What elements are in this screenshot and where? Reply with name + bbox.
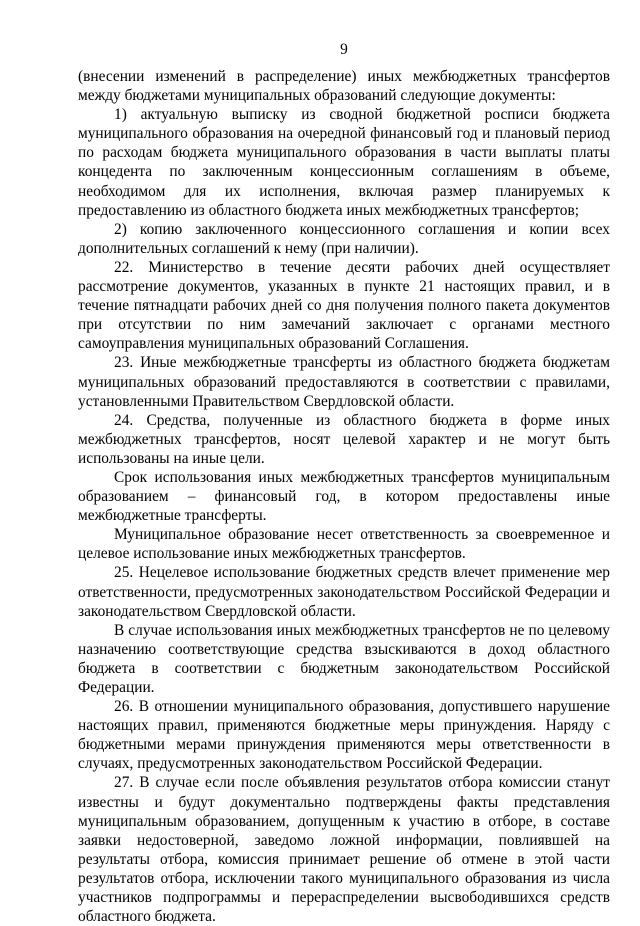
paragraph-23: 23. Иные межбюджетные трансферты из областного бюджета бюджетам муниципальных образований предоставляются в соответствии с правилами, установленными Правительством Свердловской области. [78,354,610,410]
paragraph-22: 22. Министерство в течение десяти рабочих дней осуществляет рассмотрение документов, указанных в пункте 21 настоящих правил, и в течение пятнадцати рабочих дней со дня получения полного пакета документов при отсутствии по ним замечаний заключает с органами местного самоуправления муниципальных образований Соглашения. [78,258,610,353]
paragraph-continuation: (внесении изменений в распределение) иных межбюджетных трансфертов между бюджетами муниципальных образований следующие документы: [78,68,610,105]
paragraph-25: 25. Нецелевое использование бюджетных средств влечет применение мер ответственности, предусмотренных законодательством Российской Федерации и законодательством Свердловской области. [78,564,610,620]
paragraph-item-1: 1) актуальную выписку из сводной бюджетной росписи бюджета муниципального образования на очередной финансовый год и плановый период по расходам бюджета муниципального образования в части выплаты платы концедента по заключенным концессионным соглашениям в объеме, необходимом для их исполнения, включая размер планируемых к предоставлению из областного бюджета иных межбюджетных трансфертов; [78,106,610,219]
paragraph-25-recovery: В случае использования иных межбюджетных трансфертов не по целевому назначению соответствующие средства взыскиваются в доход областного бюджета в соответствии с бюджетным законодательством Российской Федерации. [78,621,610,696]
paragraph-24: 24. Средства, полученные из областного бюджета в форме иных межбюджетных трансфертов, носят целевой характер и не могут быть использованы на иные цели. [78,411,610,467]
paragraph-24-term: Срок использования иных межбюджетных трансфертов муниципальным образованием – финансовый год, в котором предоставлены иные межбюджетные трансферты. [78,468,610,525]
paragraph-27: 27. В случае если после объявления результатов отбора комиссии станут известны и будут документально подтверждены факты представления муниципальным образованием, допущенным к участию в отборе, в составе заявки недостоверной, заведомо ложной информации, повлиявшей на результаты отбора, комиссия принимает решение об отмене в этой части результатов отбора, исключении такого муниципального образования из числа участников подпрограммы и перераспределении высвободившихся средств областного бюджета. [78,774,610,926]
paragraph-item-2: 2) копию заключенного концессионного соглашения и копии всех дополнительных соглашений к нему (при наличии). [78,220,610,257]
page-number: 9 [340,41,348,58]
paragraph-24-responsibility: Муниципальное образование несет ответственность за своевременное и целевое использование иных межбюджетных трансфертов. [78,526,610,563]
document-page [78,40,610,926]
paragraph-26: 26. В отношении муниципального образования, допустившего нарушение настоящих правил, применяются бюджетные меры принуждения. Наряду с бюджетными мерами принуждения применяются меры ответственности в случаях, предусмотренных законодательством Российской Федерации. [78,698,610,773]
